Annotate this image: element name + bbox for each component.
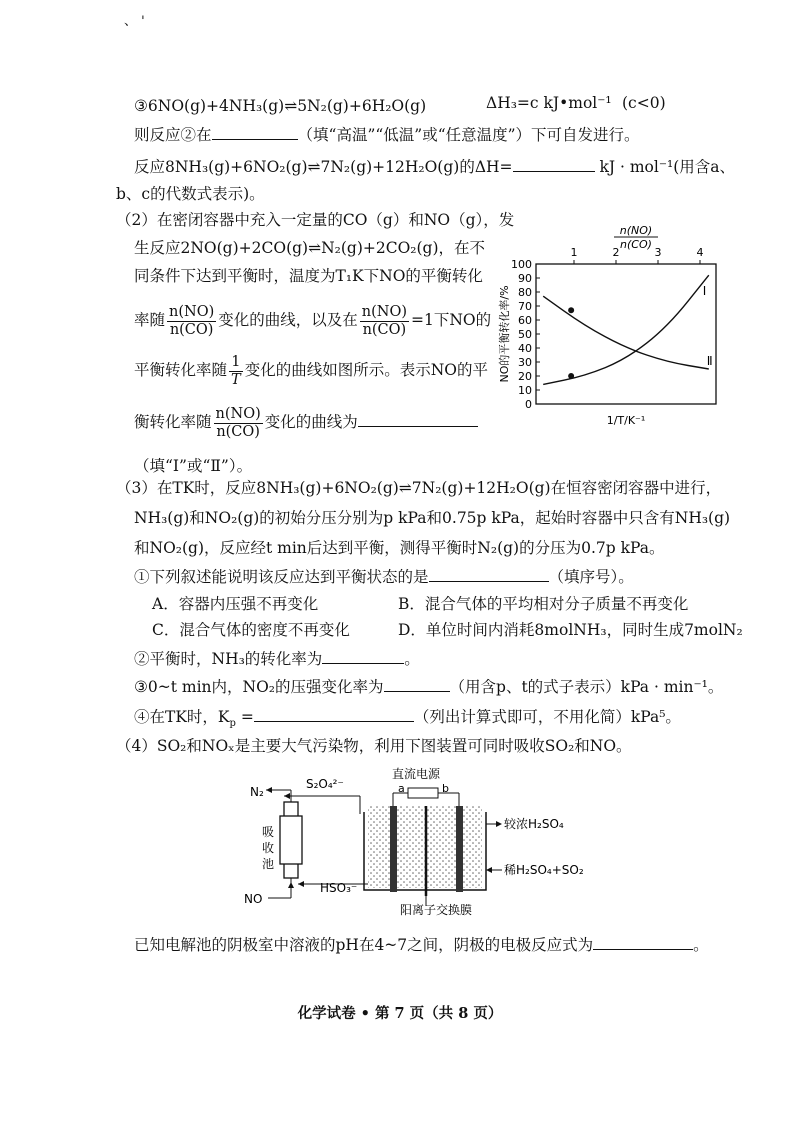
conversion-chart — [486, 222, 736, 432]
inv-num: 1 — [229, 354, 243, 372]
frac-den: n(CO) — [169, 321, 214, 338]
q3-line1: （3）在TK时，反应8NH₃(g)+6NO₂(g)⇌7N₂(g)+12H₂O(g)在恒容密闭容器中进行， — [116, 479, 722, 497]
frac-num-3: n(NO) — [215, 405, 261, 422]
q1-l3a: 反应8NH₃(g)+6NO₂(g)⇌7N₂(g)+12H₂O(g)的ΔH= — [134, 158, 513, 176]
label-b: b — [442, 782, 449, 795]
equation-3 — [134, 96, 426, 116]
q3-sub3 — [134, 676, 723, 697]
q2-l6a: 衡转化率随 — [134, 413, 212, 431]
q2-l4a: 率随 — [134, 311, 166, 329]
q2-line1: （2）在密闭容器中充入一定量的CO（g）和NO（g），发 — [116, 211, 515, 229]
option-c: C．混合气体的密度不再变化 — [152, 621, 350, 639]
q3-sub1 — [134, 566, 634, 587]
label-absorber-2: 收 — [262, 841, 275, 855]
ratio-fraction — [167, 304, 216, 339]
label-absorber-1: 吸 — [262, 825, 275, 839]
page-footer: 化学试卷 • 第 7 页（共 8 页） — [297, 1005, 503, 1022]
series-label-2: Ⅱ — [706, 353, 713, 368]
q4-line1: （4）SO₂和NOₓ是主要大气污染物，利用下图装置可同时吸收SO₂和NO。 — [116, 737, 632, 755]
q3-s3b: （用含p、t的式子表示）kPa · min⁻¹。 — [449, 678, 724, 696]
y-tick-label: 0 — [525, 398, 532, 411]
top-axis-den: n(CO) — [620, 238, 652, 251]
answer-blank-curve[interactable] — [358, 411, 478, 427]
q3-sub4 — [134, 706, 681, 730]
q2-l4b: 变化的曲线，以及在 — [218, 311, 358, 329]
y-tick-label: 30 — [518, 356, 532, 369]
series-line-1 — [543, 275, 709, 384]
q1-line3 — [134, 156, 735, 177]
q1-l3b: kJ · mol⁻¹(用含a、 — [599, 158, 736, 176]
y-tick-label: 70 — [518, 300, 532, 313]
label-membrane: 阳离子交换膜 — [400, 903, 473, 916]
y-tick-label: 10 — [518, 384, 532, 397]
label-dilute: 稀H₂SO₄+SO₂ — [504, 863, 584, 877]
answer-blank-dh[interactable] — [513, 156, 595, 172]
anode-electrode — [456, 806, 463, 892]
frac-num: n(NO) — [169, 303, 215, 320]
frac-den-3: n(CO) — [216, 423, 260, 440]
y-axis-label: NO的平衡转化率/% — [498, 285, 511, 383]
option-d: D．单位时间内消耗8molNH₃，同时生成7molN₂ — [398, 621, 743, 639]
q2-line7: （填“Ⅰ”或“Ⅱ”）。 — [134, 457, 253, 475]
q4-last-b: 。 — [693, 936, 709, 954]
q3-s2end: 。 — [404, 650, 420, 668]
label-power: 直流电源 — [392, 767, 441, 781]
q2-l5a: 平衡转化率随 — [134, 361, 228, 379]
answer-blank-cathode[interactable] — [593, 934, 693, 950]
y-tick-label: 60 — [518, 314, 532, 327]
option-a: A．容器内压强不再变化 — [152, 595, 319, 613]
q3-sub2 — [134, 648, 420, 669]
absorber-body — [280, 816, 302, 864]
x-axis-label: 1/T/K⁻¹ — [606, 414, 646, 427]
label-s2o4: S₂O₄²⁻ — [306, 777, 344, 791]
q2-l4c: =1下NO的 — [411, 311, 492, 329]
c-condition: (c<0) — [622, 94, 666, 112]
top-tick-label: 3 — [654, 246, 662, 259]
inverse-t-fraction — [229, 354, 243, 389]
electrolysis-diagram — [240, 766, 600, 916]
y-tick-label: 90 — [518, 272, 532, 285]
q2-line2: 生反应2NO(g)+2CO(g)⇌N₂(g)+2CO₂(g)，在不 — [134, 239, 486, 257]
plot-frame — [536, 264, 716, 404]
q1-l2a: 则反应②在 — [134, 126, 212, 144]
q3-s4b: （列出计算式即可，不用化简）kPa⁵。 — [413, 708, 681, 726]
top-tick-label: 4 — [696, 246, 704, 259]
label-n2: N₂ — [250, 785, 264, 799]
q3-s3a: ③0~t min内，NO₂的压强变化率为 — [134, 678, 384, 696]
top-tick-label: 2 — [612, 246, 620, 259]
inv-t: T — [231, 371, 241, 388]
q3-s1b: （填序号）。 — [548, 568, 634, 586]
label-conc: 较浓H₂SO₄ — [504, 817, 564, 831]
answer-blank-equilibrium[interactable] — [429, 566, 549, 582]
y-tick-label: 40 — [518, 342, 532, 355]
ratio-fraction-3 — [214, 406, 263, 441]
q2-line5 — [134, 352, 488, 389]
data-point — [568, 307, 574, 313]
dh3: ΔH₃=c kJ•mol⁻¹ — [486, 94, 612, 112]
q2-line6 — [134, 404, 478, 441]
option-b: B．混合气体的平均相对分子质量不再变化 — [398, 595, 689, 613]
y-tick-label: 20 — [518, 370, 532, 383]
label-no: NO — [244, 892, 263, 906]
answer-blank-conversion[interactable] — [322, 648, 404, 664]
label-hso3: HSO₃⁻ — [320, 881, 358, 895]
y-tick-label: 100 — [511, 258, 532, 271]
frac-num-2: n(NO) — [361, 303, 407, 320]
q2-l5b: 变化的曲线如图所示。表示NO的平 — [244, 361, 488, 379]
eq3-text: ③6NO(g)+4NH₃(g)⇌5N₂(g)+6H₂O(g) — [134, 97, 427, 115]
kp-eq: = — [235, 708, 254, 726]
y-tick-label: 50 — [518, 328, 532, 341]
top-tick-label: 1 — [570, 246, 578, 259]
q2-line3: 同条件下达到平衡时，温度为T₁K下NO的平衡转化 — [134, 267, 483, 285]
q3-s4a: ④在TK时，K — [134, 708, 230, 726]
answer-blank-rate[interactable] — [384, 676, 450, 692]
cathode-electrode — [390, 806, 397, 892]
inv-den — [229, 372, 243, 389]
q1-line4: b、c的代数式表示)。 — [116, 185, 265, 203]
answer-blank-temp[interactable] — [212, 124, 298, 140]
y-tick-label: 80 — [518, 286, 532, 299]
q3-line2: NH₃(g)和NO₂(g)的初始分压分别为p kPa和0.75p kPa，起始时容器中只含有NH₃(g) — [134, 509, 731, 527]
q2-line4 — [134, 302, 491, 339]
scan-mark: 、 ' — [124, 14, 145, 29]
q3-line3: 和NO₂(g)，反应经t min后达到平衡，测得平衡时N₂(g)的分压为0.7p kPa。 — [134, 539, 665, 557]
q1-line2 — [134, 124, 640, 145]
label-absorber-3: 池 — [262, 857, 275, 871]
q4-last-a: 已知电解池的阴极室中溶液的pH在4~7之间，阴极的电极反应式为 — [134, 936, 594, 954]
frac-den-2: n(CO) — [362, 321, 407, 338]
kp-subscript: p — [229, 718, 236, 730]
q1-l2b: （填“高温”“低温”或“任意温度”）下可自发进行。 — [297, 126, 640, 144]
q3-s1a: ①下列叙述能说明该反应达到平衡状态的是 — [134, 568, 429, 586]
q2-l6b: 变化的曲线为 — [264, 413, 358, 431]
answer-blank-kp[interactable] — [254, 706, 414, 722]
ratio-fraction-2 — [360, 304, 409, 339]
q4-last-line — [134, 934, 709, 955]
q3-s2: ②平衡时，NH₃的转化率为 — [134, 650, 323, 668]
label-a: a — [398, 782, 405, 795]
series-label-1: Ⅰ — [702, 283, 707, 298]
top-axis-num: n(NO) — [619, 224, 653, 237]
data-point — [568, 373, 574, 379]
